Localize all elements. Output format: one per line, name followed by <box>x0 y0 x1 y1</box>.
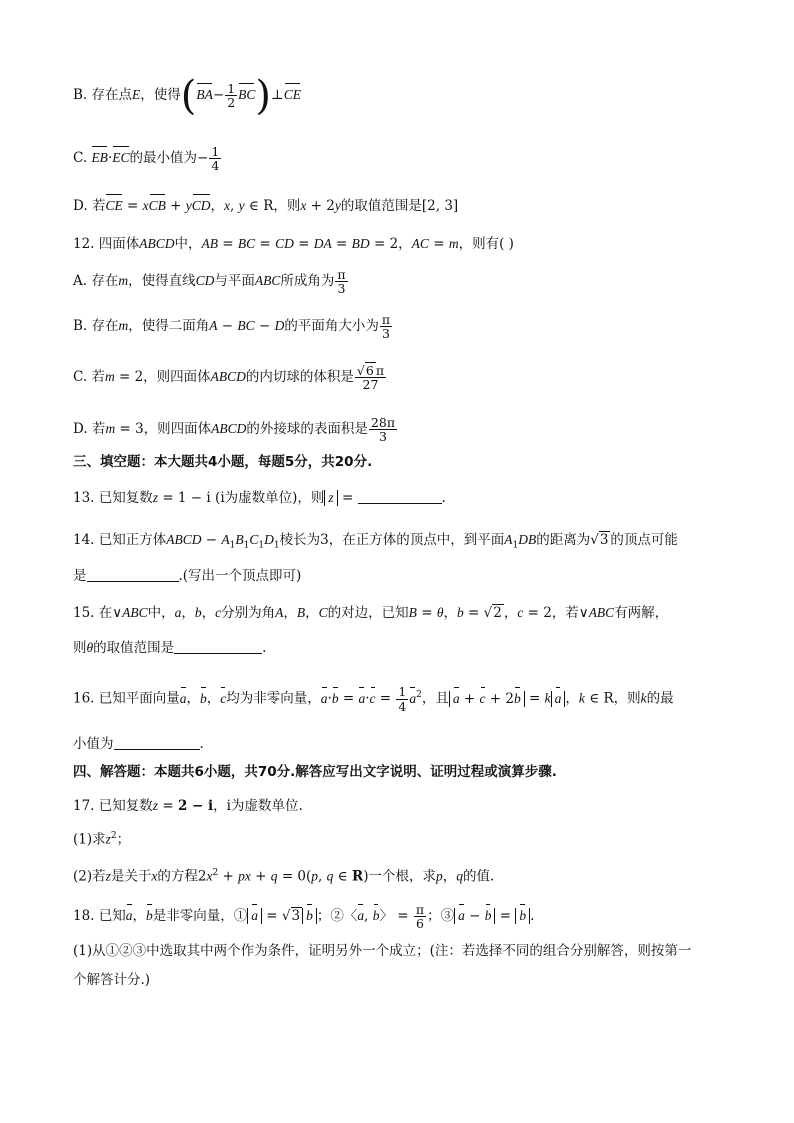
q11-option-d: D. 若CE = xCB + yCD，x, y ∈ R，则x + 2y的取值范围是[2, 3] <box>73 198 459 214</box>
q16-line2: 小值为 . <box>73 736 204 752</box>
q12-stem: 12. 四面体ABCD中，AB = BC = CD = DA = BD = 2，AC = m，则有( ) <box>73 236 514 252</box>
q18-stem: 18. 已知a，b是非零向量，① a = √3 b ；②〈a, b〉 = $\frac{\pi}{6}$ ；③ a − b = b . <box>73 902 535 932</box>
q12-option-a: A. 存在m，使得直线CD与平面ABC所成角为 $\frac{\pi}{3}$ <box>73 267 346 297</box>
q18-part1-cont: 个解答计分.) <box>73 972 151 988</box>
section-3-heading: 三、填空题：本大题共4小题，每题5分，共20分. <box>73 454 373 470</box>
q15-line1: 15. 在∨ABC中，a，b，c分别为角A，B，C的对边，已知B = θ，b = √2 ，c = 2，若∨ABC有两解， <box>73 605 669 621</box>
q11-option-c: C. EB·EC的最小值为− $\frac{1}{4}$ <box>73 144 220 174</box>
q17-part2: (2)若z是关于x的方程$2x^2$ + px + q = 0(p, q ∈ R)一个根，求p，q的值. <box>73 868 495 885</box>
q18-part1: (1)从①②③中选取其中两个作为条件，证明另外一个成立；(注：若选择不同的组合分别解答，则按第一 <box>73 943 692 959</box>
q14-line2: 是 .(写出一个顶点即可) <box>73 568 302 584</box>
q17-part1: (1)求$z^2$； <box>73 831 131 848</box>
q12-option-d: D. 若m = 3，则四面体ABCD的外接球的表面积是 $\frac{28\pi}{3}$ <box>73 415 396 445</box>
q17-stem: 17. 已知复数z = 2 − i，i为虚数单位. <box>73 798 303 814</box>
q11-option-b: B. 存在点E，使得(BA− $\frac{1}{2}$ BC)⊥CE <box>73 73 301 120</box>
q13: 13. 已知复数z = 1 − i (i为虚数单位)，则 z = . <box>73 490 446 506</box>
q15-line2: 则θ的取值范围是 . <box>73 640 267 656</box>
section-4-heading: 四、解答题：本题共6小题，共70分.解答应写出文字说明、证明过程或演算步骤. <box>73 764 557 780</box>
q16-line1: 16. 已知平面向量a，b，c均为非零向量，a·b = a·c = $\frac{1}{4}$ $a^2$，且 a + c + 2b = k a ，k ∈ R，则k的最 <box>73 684 674 714</box>
q14-line1: 14. 已知正方体ABCD − $A_1B_1C_1D_1$棱长为3，在正方体的顶点中，到平面$A_1DB$的距离为√3 的顶点可能 <box>73 532 678 551</box>
q12-option-c: C. 若m = 2，则四面体ABCD的内切球的体积是 $\frac{√6 \pi}{27}$ <box>73 363 385 393</box>
q12-option-b: B. 存在m，使得二面角A − BC − D的平面角大小为 $\frac{\pi}{3}$ <box>73 312 391 342</box>
